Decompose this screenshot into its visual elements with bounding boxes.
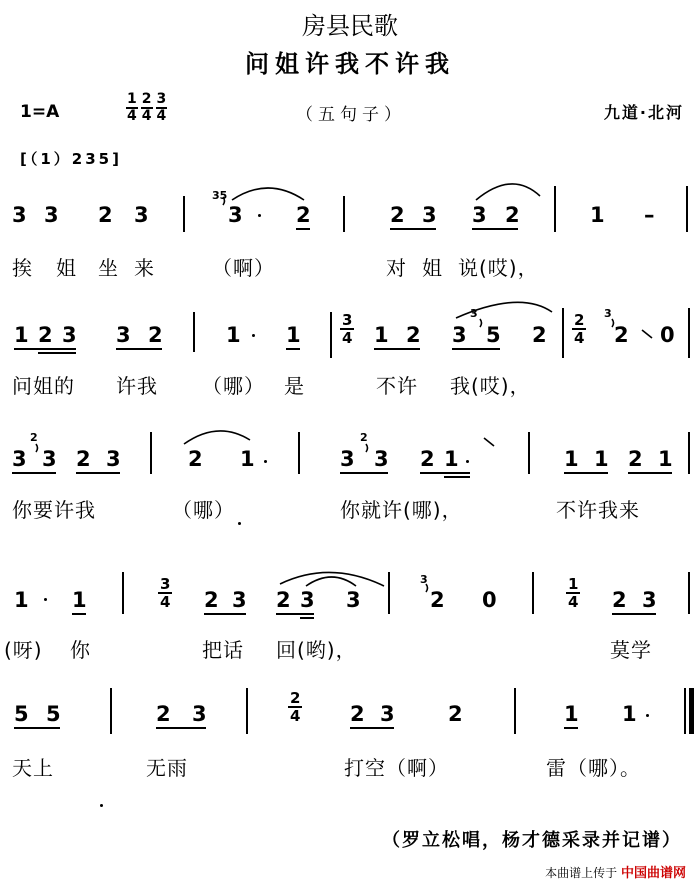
note: 1 bbox=[590, 203, 605, 227]
lyric: 许我 bbox=[116, 374, 158, 398]
grace-note: 3 bbox=[604, 307, 612, 320]
grace-note: 3 bbox=[420, 573, 428, 586]
note: 1 bbox=[72, 588, 87, 612]
slur bbox=[280, 572, 384, 586]
lyric: 打空（啊） bbox=[344, 756, 449, 780]
grace-tick bbox=[426, 584, 428, 592]
note: 3 bbox=[300, 588, 315, 612]
grace-tick bbox=[366, 444, 368, 452]
note: 1 bbox=[622, 702, 637, 726]
note: 1 bbox=[286, 323, 301, 347]
lyric: 回(哟)， bbox=[276, 638, 357, 662]
note: 3 bbox=[642, 588, 657, 612]
note: 2 bbox=[76, 447, 91, 471]
slur bbox=[184, 431, 250, 444]
time-signature-2-4: 2 4 bbox=[290, 689, 301, 725]
note: 3 bbox=[12, 203, 27, 227]
note: 2 bbox=[532, 323, 547, 347]
lyric: 把话 bbox=[202, 638, 244, 662]
note: 3 bbox=[452, 323, 467, 347]
meter-3: $\frac{3}{4}$ bbox=[156, 91, 167, 124]
lyric: 挨 bbox=[12, 256, 33, 280]
lyric: 不许 bbox=[376, 374, 418, 398]
lyric: 雷（哪）。 bbox=[546, 756, 641, 780]
lyric: 问姐的 bbox=[12, 374, 75, 398]
note: 1 bbox=[14, 588, 29, 612]
lyric: 你 bbox=[70, 638, 91, 662]
note: 1 bbox=[564, 447, 579, 471]
lyric: （啊） bbox=[212, 256, 275, 280]
note: 2 bbox=[156, 702, 171, 726]
time-signature-2-4: 2 4 bbox=[574, 311, 585, 347]
lyric: （哪） bbox=[202, 374, 265, 398]
lyric: 对 bbox=[386, 256, 407, 280]
prelude: [（1）235] bbox=[20, 150, 122, 168]
note: 3 bbox=[12, 447, 27, 471]
grace-note: 2 bbox=[360, 431, 368, 444]
note: 1 bbox=[226, 323, 241, 347]
time-signature-3-4: 3 4 bbox=[342, 311, 353, 347]
note: 3 bbox=[106, 447, 121, 471]
slur bbox=[306, 577, 356, 586]
note: 3 bbox=[116, 323, 131, 347]
grace-note: 2 bbox=[30, 431, 38, 444]
note: 3 bbox=[134, 203, 149, 227]
note: 2 bbox=[614, 323, 629, 347]
meter-2: $\frac{2}{4}$ bbox=[141, 91, 152, 124]
grace-tick bbox=[36, 444, 38, 452]
note: 2 bbox=[612, 588, 627, 612]
note: 3 bbox=[62, 323, 77, 347]
note: 3 bbox=[422, 203, 437, 227]
lyric: 来 bbox=[134, 256, 155, 280]
note: 3 bbox=[380, 702, 395, 726]
lyric: 无雨 bbox=[146, 756, 188, 780]
note: 1 bbox=[374, 323, 389, 347]
lyric: 不许我来 bbox=[556, 498, 640, 522]
slur bbox=[476, 184, 540, 200]
lyric: (呀) bbox=[4, 638, 43, 662]
note: 3 bbox=[192, 702, 207, 726]
meter-1: $\frac{1}{4}$ bbox=[127, 91, 137, 124]
lyric: 天上 bbox=[12, 756, 54, 780]
lyric: 姐 bbox=[422, 256, 443, 280]
note: 0 bbox=[660, 323, 675, 347]
key-signature: 1=A bbox=[20, 102, 60, 122]
grace-note: 35 bbox=[212, 189, 228, 202]
note: 1 bbox=[594, 447, 609, 471]
lyric: （哪） bbox=[172, 498, 235, 522]
note: 2 bbox=[406, 323, 421, 347]
note: 5 bbox=[14, 702, 29, 726]
note: 3 bbox=[232, 588, 247, 612]
lyric: 是 bbox=[284, 374, 305, 398]
note: 2 bbox=[188, 447, 203, 471]
note: 3 bbox=[346, 588, 361, 612]
performer-credit: （罗立松唱，杨才德采录并记谱） bbox=[382, 830, 682, 851]
note: 2 bbox=[430, 588, 445, 612]
note: 2 bbox=[38, 323, 53, 347]
grace-note: 3 bbox=[470, 307, 478, 320]
song-category-title: 房县民歌 bbox=[302, 12, 398, 40]
note: 3 bbox=[340, 447, 355, 471]
note: 5 bbox=[486, 323, 501, 347]
note: 2 bbox=[448, 702, 463, 726]
lyric: 你就许(哪)， bbox=[340, 498, 463, 522]
note: 3 bbox=[44, 203, 59, 227]
slur bbox=[456, 302, 552, 318]
note: 1 bbox=[564, 702, 579, 726]
note: 1 bbox=[240, 447, 255, 471]
note: – bbox=[644, 203, 655, 227]
note: 3 bbox=[472, 203, 487, 227]
note: 2 bbox=[276, 588, 291, 612]
note: 2 bbox=[420, 447, 435, 471]
song-form: （五句子） bbox=[296, 105, 406, 125]
note: 1 bbox=[658, 447, 673, 471]
note: 2 bbox=[505, 203, 520, 227]
song-title: 问姐许我不许我 bbox=[245, 50, 455, 78]
note: 2 bbox=[98, 203, 113, 227]
source-watermark: 本曲谱上传于 中国曲谱网 bbox=[545, 866, 686, 881]
note: 2 bbox=[148, 323, 163, 347]
note: 2 bbox=[296, 203, 311, 227]
lyric: 你要许我 bbox=[12, 498, 96, 522]
time-signature-1-4: 1 4 bbox=[568, 575, 579, 611]
note: 2 bbox=[390, 203, 405, 227]
note: 5 bbox=[46, 702, 61, 726]
note: 3 bbox=[228, 203, 243, 227]
note: 3 bbox=[42, 447, 57, 471]
lyric: 说(哎)， bbox=[458, 256, 539, 280]
note: 0 bbox=[482, 588, 497, 612]
grace-tick bbox=[480, 319, 482, 327]
note: 3 bbox=[374, 447, 389, 471]
lyric: 莫学 bbox=[610, 638, 652, 662]
grace-tick bbox=[612, 319, 614, 327]
slur bbox=[232, 188, 304, 200]
note: 2 bbox=[350, 702, 365, 726]
grace-tick bbox=[223, 197, 225, 205]
lyric: 我(哎)， bbox=[450, 374, 531, 398]
note: 2 bbox=[628, 447, 643, 471]
song-origin: 九道·北河 bbox=[603, 103, 684, 122]
note: 1 bbox=[14, 323, 29, 347]
site-logo-text: 中国曲谱网 bbox=[620, 866, 686, 881]
lyric: 坐 bbox=[98, 256, 119, 280]
lyric: 姐 bbox=[56, 256, 77, 280]
breath-mark bbox=[484, 438, 494, 446]
note: 2 bbox=[204, 588, 219, 612]
note: 1 bbox=[444, 447, 459, 471]
time-signature-3-4: 3 4 bbox=[160, 575, 171, 611]
breath-mark bbox=[642, 330, 652, 338]
